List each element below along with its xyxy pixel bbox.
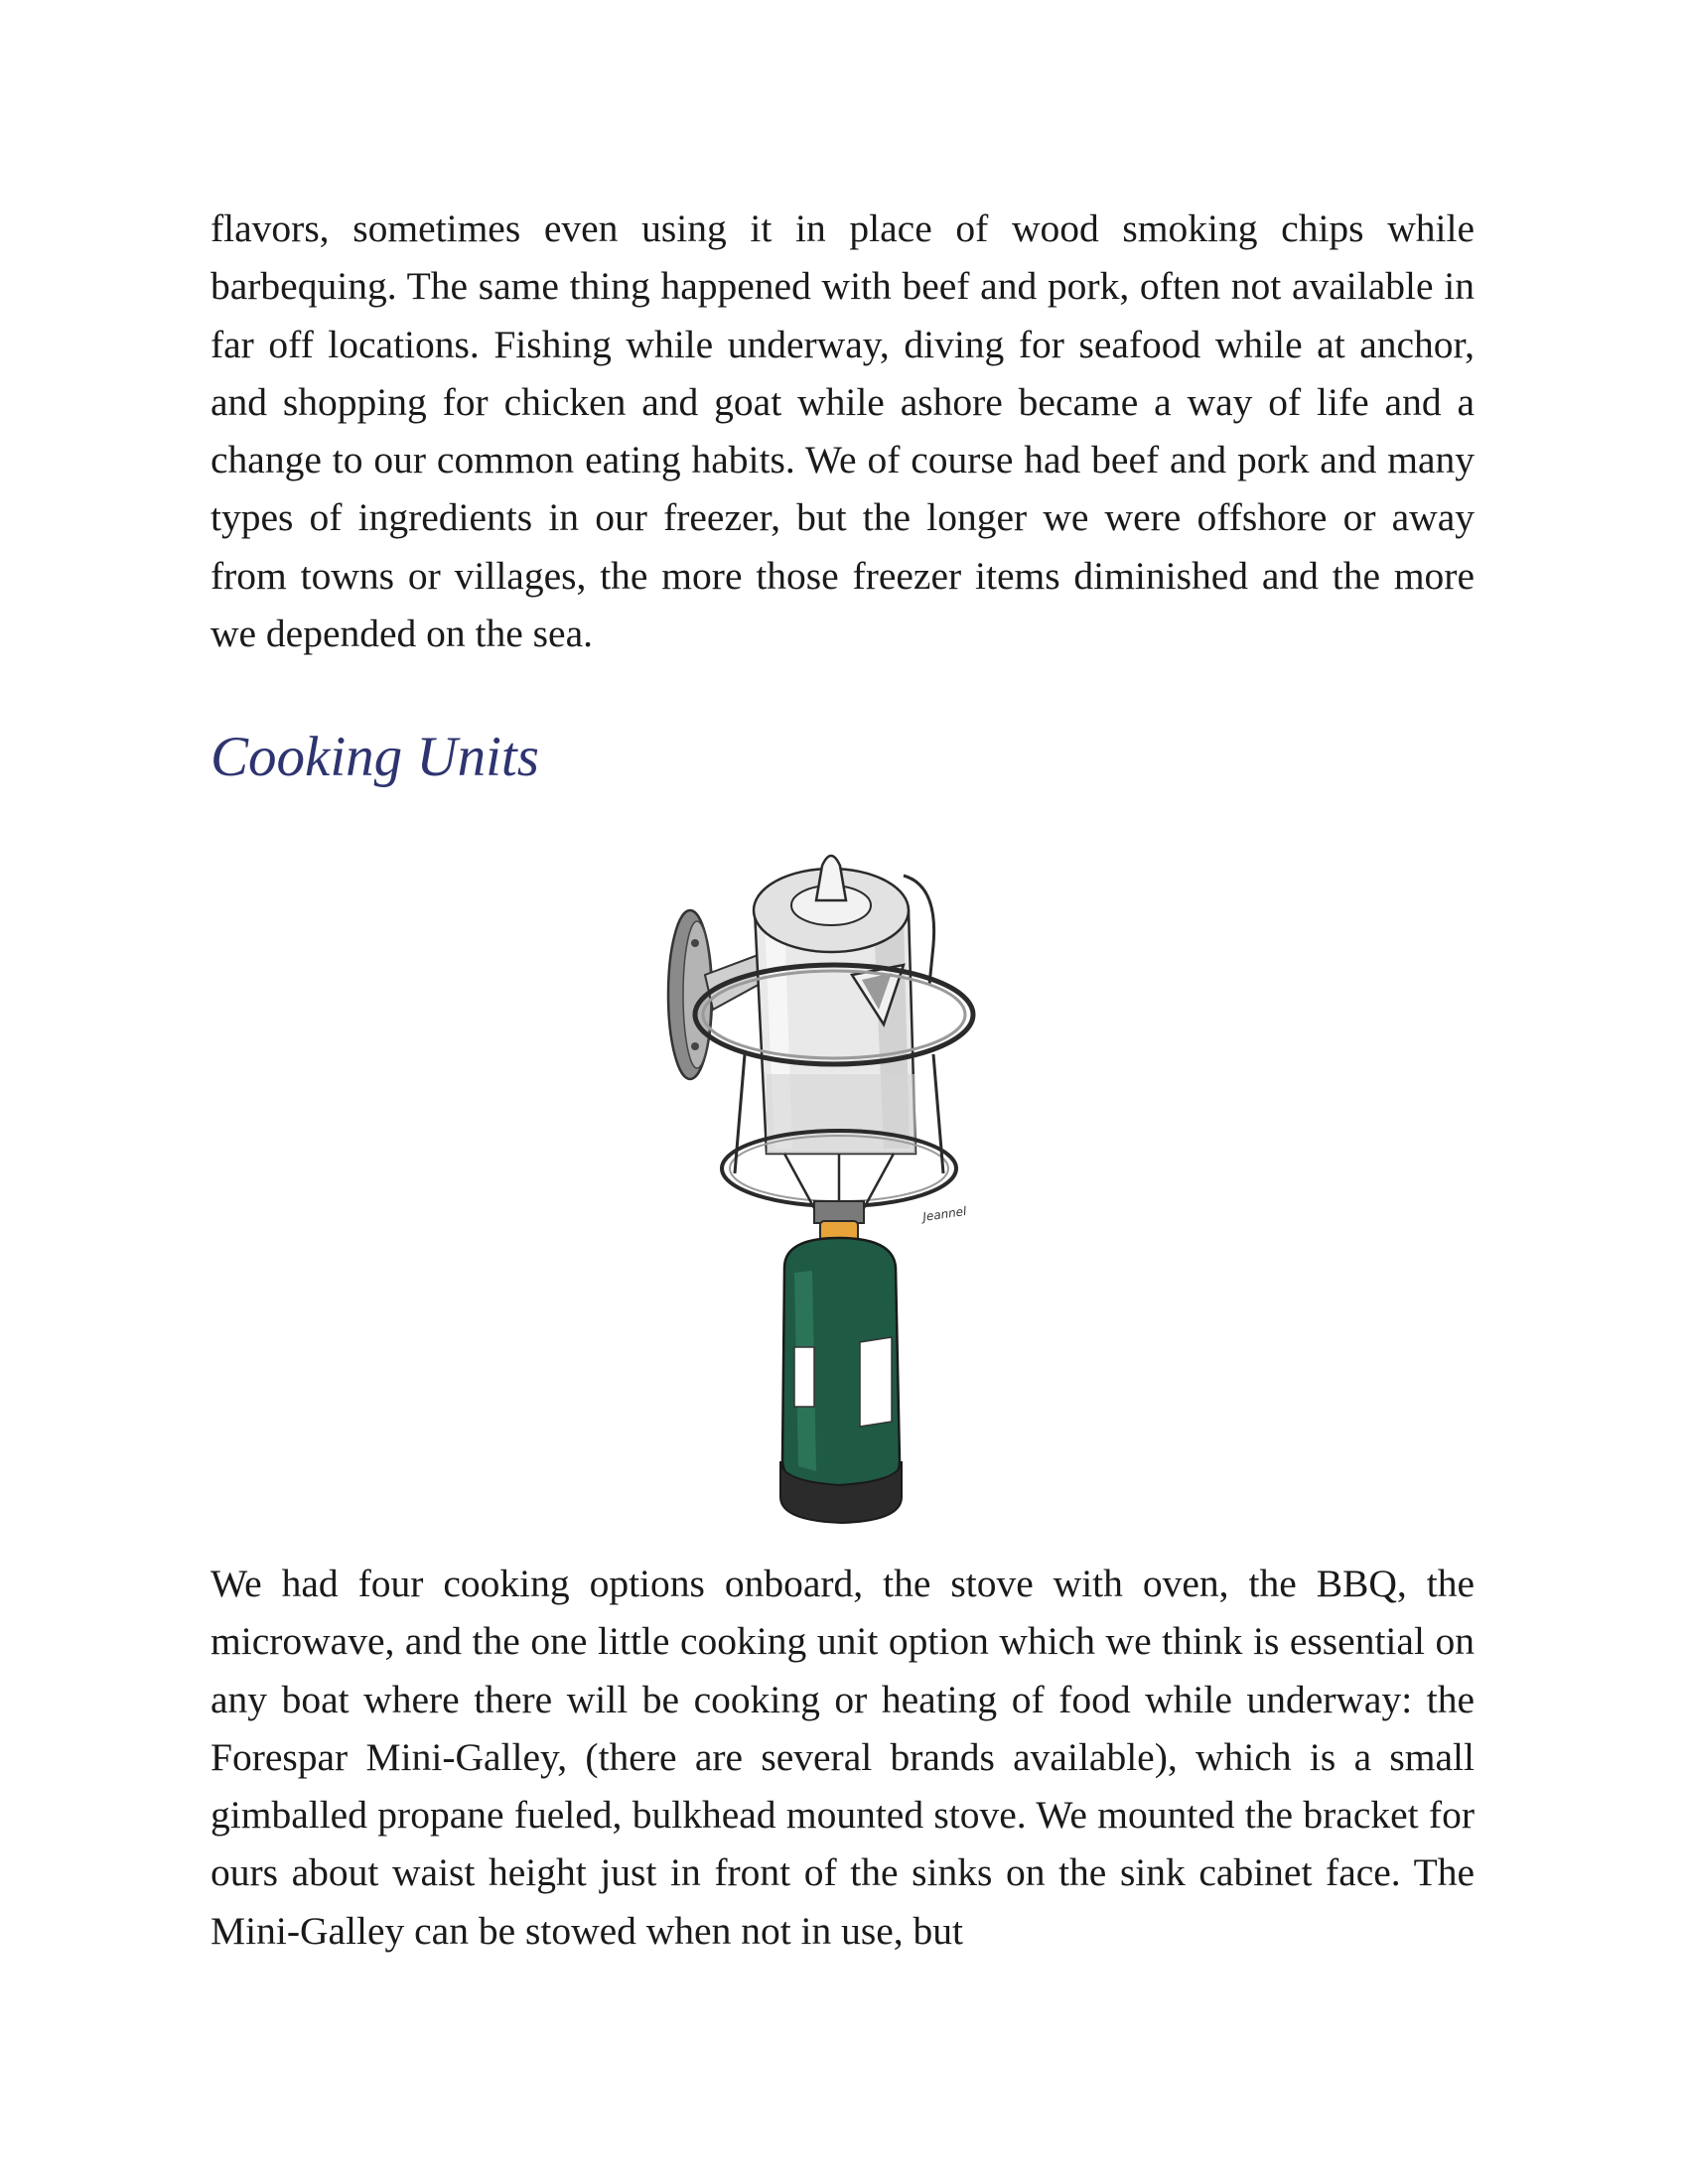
body-paragraph: flavors, sometimes even using it in place of wood smoking chips while barbequing. The same thing happened with beef and pork, often not available in far off locations. Fishing while underway, diving for seafood while at anchor, and shopping for chicken and goat while ashore became a way of life and a change to our common eating habits. We of course had beef and pork and many types of ingredients in our freezer, but the longer we were offshore or away from towns or villages, the more those freezer items diminished and the more we depended on the sea. <box>211 206 1475 656</box>
mini-galley-stove-illustration <box>635 826 1053 1531</box>
coffee-pot <box>754 856 934 1154</box>
propane-canister <box>780 1238 902 1523</box>
artist-signature: Jeannel <box>921 1203 968 1224</box>
body-paragraph: We had four cooking options onboard, the stove with oven, the BBQ, the microwave, and the one little cooking unit option which we think is essential on any boat where there will be cooking or heating of food while underway: the Forespar Mini-Galley, (there are several brands available), which is a small gimballed propane fueled, bulkhead mounted stove. We mounted the bracket for ours about waist height just in front of the sinks on the sink cabinet face. The Mini-Galley can be stowed when not in use, but <box>211 1562 1475 1953</box>
section-heading: Cooking Units <box>211 726 539 788</box>
